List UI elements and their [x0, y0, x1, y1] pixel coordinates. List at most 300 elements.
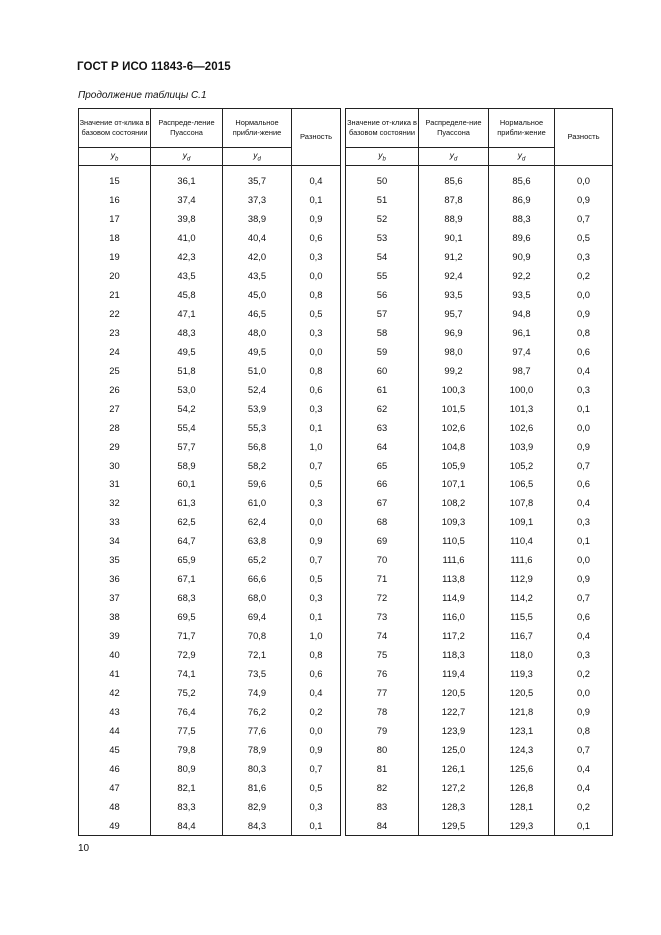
table-row — [346, 304, 613, 323]
cell-response: 30 — [79, 456, 151, 475]
cell-difference: 0,6 — [292, 228, 341, 247]
cell-poisson: 120,5 — [419, 683, 489, 702]
cell-normal: 56,8 — [223, 437, 292, 456]
table-row — [346, 740, 613, 759]
cell-normal: 52,4 — [223, 380, 292, 399]
table-row — [346, 323, 613, 342]
cell-poisson: 107,1 — [419, 475, 489, 494]
table-row — [346, 569, 613, 588]
cell-normal: 68,0 — [223, 588, 292, 607]
cell-response: 72 — [346, 588, 419, 607]
table-row — [79, 418, 341, 437]
cell-normal: 86,9 — [489, 190, 555, 209]
cell-difference: 0,4 — [555, 493, 613, 512]
cell-poisson: 61,3 — [151, 493, 223, 512]
cell-poisson: 71,7 — [151, 626, 223, 645]
header-normal: Нормальное прибли-жение — [489, 109, 555, 148]
table-row — [79, 493, 341, 512]
table-row — [346, 626, 613, 645]
cell-response: 41 — [79, 664, 151, 683]
table-row — [79, 209, 341, 228]
table-right-body — [346, 171, 613, 836]
cell-difference: 0,6 — [555, 607, 613, 626]
cell-difference: 0,6 — [292, 380, 341, 399]
cell-poisson: 62,5 — [151, 512, 223, 531]
cell-normal: 63,8 — [223, 531, 292, 550]
table-row — [79, 740, 341, 759]
header-response: Значение от-клика в базовом состоянии — [79, 109, 151, 148]
symbol-yd: $y_d$ — [489, 148, 555, 166]
table-row — [79, 683, 341, 702]
cell-normal: 53,9 — [223, 399, 292, 418]
cell-response: 34 — [79, 531, 151, 550]
cell-difference: 0,9 — [292, 209, 341, 228]
header-poisson: Распреде-ление Пуассона — [151, 109, 223, 148]
cell-poisson: 72,9 — [151, 645, 223, 664]
cell-response: 82 — [346, 778, 419, 797]
cell-response: 39 — [79, 626, 151, 645]
cell-response: 31 — [79, 475, 151, 494]
header-response: Значение от-клика в базовом состоянии — [346, 109, 419, 148]
cell-normal: 110,4 — [489, 531, 555, 550]
cell-poisson: 51,8 — [151, 361, 223, 380]
cell-normal: 81,6 — [223, 778, 292, 797]
cell-difference: 0,8 — [292, 361, 341, 380]
cell-normal: 98,7 — [489, 361, 555, 380]
cell-difference: 0,8 — [292, 285, 341, 304]
cell-poisson: 57,7 — [151, 437, 223, 456]
cell-poisson: 105,9 — [419, 456, 489, 475]
table-row — [346, 531, 613, 550]
cell-difference: 0,8 — [555, 323, 613, 342]
table-row — [79, 550, 341, 569]
cell-poisson: 39,8 — [151, 209, 223, 228]
cell-normal: 93,5 — [489, 285, 555, 304]
table-row — [346, 228, 613, 247]
cell-difference: 0,3 — [292, 588, 341, 607]
cell-normal: 97,4 — [489, 342, 555, 361]
table-row — [79, 588, 341, 607]
table-row — [79, 816, 341, 836]
cell-response: 19 — [79, 247, 151, 266]
cell-normal: 72,1 — [223, 645, 292, 664]
table-row — [79, 456, 341, 475]
cell-difference: 1,0 — [292, 626, 341, 645]
cell-normal: 42,0 — [223, 247, 292, 266]
cell-difference: 0,8 — [292, 645, 341, 664]
cell-difference: 0,4 — [555, 361, 613, 380]
table-row — [79, 437, 341, 456]
table-row — [346, 664, 613, 683]
cell-poisson: 108,2 — [419, 493, 489, 512]
cell-poisson: 87,8 — [419, 190, 489, 209]
table-row — [346, 816, 613, 836]
cell-normal: 74,9 — [223, 683, 292, 702]
cell-normal: 69,4 — [223, 607, 292, 626]
table-row — [79, 323, 341, 342]
cell-response: 16 — [79, 190, 151, 209]
table-row — [346, 399, 613, 418]
cell-poisson: 128,3 — [419, 797, 489, 816]
table-row — [346, 171, 613, 190]
symbol-yd: $y_d$ — [151, 148, 223, 166]
cell-difference: 0,1 — [292, 190, 341, 209]
cell-normal: 51,0 — [223, 361, 292, 380]
cell-response: 70 — [346, 550, 419, 569]
cell-response: 60 — [346, 361, 419, 380]
cell-poisson: 129,5 — [419, 816, 489, 836]
cell-difference: 0,8 — [555, 721, 613, 740]
cell-response: 79 — [346, 721, 419, 740]
cell-normal: 78,9 — [223, 740, 292, 759]
header-poisson: Распределе-ние Пуассона — [419, 109, 489, 148]
cell-response: 22 — [79, 304, 151, 323]
header-normal: Нормальное прибли-жение — [223, 109, 292, 148]
cell-poisson: 102,6 — [419, 418, 489, 437]
table-right — [345, 108, 613, 836]
cell-normal: 92,2 — [489, 266, 555, 285]
header-difference: Разность — [292, 109, 341, 166]
cell-response: 68 — [346, 512, 419, 531]
cell-normal: 40,4 — [223, 228, 292, 247]
table-row — [346, 285, 613, 304]
cell-difference: 0,0 — [555, 550, 613, 569]
cell-difference: 0,3 — [292, 247, 341, 266]
cell-poisson: 60,1 — [151, 475, 223, 494]
table-left-half — [78, 108, 340, 836]
cell-poisson: 47,1 — [151, 304, 223, 323]
cell-poisson: 113,8 — [419, 569, 489, 588]
table-row — [79, 285, 341, 304]
cell-poisson: 65,9 — [151, 550, 223, 569]
data-table-container — [78, 108, 612, 836]
cell-normal: 107,8 — [489, 493, 555, 512]
cell-response: 29 — [79, 437, 151, 456]
document-title: ГОСТ Р ИСО 11843-6—2015 — [77, 61, 231, 73]
cell-poisson: 82,1 — [151, 778, 223, 797]
table-row — [79, 342, 341, 361]
cell-poisson: 37,4 — [151, 190, 223, 209]
cell-poisson: 93,5 — [419, 285, 489, 304]
cell-response: 40 — [79, 645, 151, 664]
cell-normal: 48,0 — [223, 323, 292, 342]
cell-normal: 61,0 — [223, 493, 292, 512]
table-row — [79, 266, 341, 285]
cell-poisson: 96,9 — [419, 323, 489, 342]
cell-difference: 0,5 — [292, 569, 341, 588]
cell-response: 23 — [79, 323, 151, 342]
cell-response: 25 — [79, 361, 151, 380]
cell-response: 73 — [346, 607, 419, 626]
table-row — [346, 342, 613, 361]
symbol-yb: $y_b$ — [79, 148, 151, 166]
cell-response: 45 — [79, 740, 151, 759]
cell-poisson: 127,2 — [419, 778, 489, 797]
cell-difference: 0,4 — [555, 626, 613, 645]
cell-difference: 0,3 — [292, 399, 341, 418]
cell-poisson: 125,0 — [419, 740, 489, 759]
cell-difference: 0,7 — [555, 588, 613, 607]
cell-normal: 43,5 — [223, 266, 292, 285]
table-row — [346, 190, 613, 209]
cell-difference: 0,9 — [292, 740, 341, 759]
cell-poisson: 91,2 — [419, 247, 489, 266]
cell-normal: 115,5 — [489, 607, 555, 626]
table-row — [346, 380, 613, 399]
cell-response: 47 — [79, 778, 151, 797]
table-row — [79, 512, 341, 531]
cell-normal: 89,6 — [489, 228, 555, 247]
cell-response: 56 — [346, 285, 419, 304]
cell-difference: 0,0 — [292, 512, 341, 531]
cell-response: 64 — [346, 437, 419, 456]
cell-poisson: 49,5 — [151, 342, 223, 361]
table-row — [79, 797, 341, 816]
cell-poisson: 75,2 — [151, 683, 223, 702]
cell-poisson: 45,8 — [151, 285, 223, 304]
table-row — [79, 721, 341, 740]
cell-response: 71 — [346, 569, 419, 588]
cell-normal: 120,5 — [489, 683, 555, 702]
cell-difference: 0,6 — [555, 475, 613, 494]
cell-normal: 121,8 — [489, 702, 555, 721]
cell-difference: 0,7 — [292, 759, 341, 778]
cell-normal: 116,7 — [489, 626, 555, 645]
cell-difference: 0,0 — [555, 171, 613, 190]
table-row — [346, 702, 613, 721]
cell-difference: 0,3 — [555, 645, 613, 664]
table-row — [346, 266, 613, 285]
cell-poisson: 109,3 — [419, 512, 489, 531]
table-row — [346, 361, 613, 380]
cell-difference: 0,1 — [292, 418, 341, 437]
cell-response: 84 — [346, 816, 419, 836]
cell-poisson: 116,0 — [419, 607, 489, 626]
cell-response: 18 — [79, 228, 151, 247]
table-row — [346, 607, 613, 626]
cell-response: 65 — [346, 456, 419, 475]
cell-poisson: 98,0 — [419, 342, 489, 361]
cell-normal: 105,2 — [489, 456, 555, 475]
cell-poisson: 41,0 — [151, 228, 223, 247]
cell-response: 80 — [346, 740, 419, 759]
page-number: 10 — [78, 843, 90, 854]
cell-response: 63 — [346, 418, 419, 437]
cell-response: 78 — [346, 702, 419, 721]
cell-normal: 58,2 — [223, 456, 292, 475]
cell-poisson: 99,2 — [419, 361, 489, 380]
table-row — [79, 304, 341, 323]
cell-difference: 0,3 — [292, 323, 341, 342]
cell-difference: 0,0 — [292, 721, 341, 740]
cell-normal: 55,3 — [223, 418, 292, 437]
cell-normal: 94,8 — [489, 304, 555, 323]
table-row — [346, 797, 613, 816]
table-left — [78, 108, 341, 836]
cell-response: 83 — [346, 797, 419, 816]
cell-difference: 0,9 — [555, 437, 613, 456]
table-row — [79, 190, 341, 209]
table-row — [346, 778, 613, 797]
cell-normal: 106,5 — [489, 475, 555, 494]
cell-response: 51 — [346, 190, 419, 209]
table-row — [79, 645, 341, 664]
cell-difference: 0,0 — [292, 266, 341, 285]
cell-poisson: 118,3 — [419, 645, 489, 664]
table-row — [346, 588, 613, 607]
cell-normal: 84,3 — [223, 816, 292, 836]
cell-difference: 1,0 — [292, 437, 341, 456]
table-row — [346, 209, 613, 228]
table-row — [79, 380, 341, 399]
cell-response: 32 — [79, 493, 151, 512]
cell-poisson: 83,3 — [151, 797, 223, 816]
table-row — [79, 569, 341, 588]
cell-response: 21 — [79, 285, 151, 304]
cell-poisson: 79,8 — [151, 740, 223, 759]
cell-response: 69 — [346, 531, 419, 550]
cell-response: 27 — [79, 399, 151, 418]
cell-normal: 66,6 — [223, 569, 292, 588]
cell-difference: 0,5 — [292, 304, 341, 323]
cell-response: 37 — [79, 588, 151, 607]
table-row — [346, 721, 613, 740]
cell-response: 77 — [346, 683, 419, 702]
cell-difference: 0,4 — [555, 778, 613, 797]
table-row — [79, 399, 341, 418]
cell-normal: 112,9 — [489, 569, 555, 588]
cell-difference: 0,9 — [555, 569, 613, 588]
table-row — [79, 531, 341, 550]
table-row — [346, 512, 613, 531]
table-row — [346, 493, 613, 512]
cell-difference: 0,3 — [555, 247, 613, 266]
cell-response: 17 — [79, 209, 151, 228]
table-left-body — [79, 171, 341, 836]
table-row — [346, 418, 613, 437]
table-row — [346, 683, 613, 702]
cell-difference: 0,0 — [555, 683, 613, 702]
symbol-yd: $y_d$ — [223, 148, 292, 166]
cell-normal: 125,6 — [489, 759, 555, 778]
table-row — [346, 759, 613, 778]
cell-response: 48 — [79, 797, 151, 816]
cell-difference: 0,9 — [555, 702, 613, 721]
cell-difference: 0,3 — [292, 493, 341, 512]
cell-difference: 0,4 — [555, 759, 613, 778]
cell-poisson: 92,4 — [419, 266, 489, 285]
cell-difference: 0,1 — [555, 531, 613, 550]
cell-response: 46 — [79, 759, 151, 778]
cell-normal: 109,1 — [489, 512, 555, 531]
table-row — [346, 456, 613, 475]
cell-difference: 0,5 — [555, 228, 613, 247]
cell-difference: 0,9 — [292, 531, 341, 550]
cell-normal: 65,2 — [223, 550, 292, 569]
cell-difference: 0,4 — [292, 683, 341, 702]
cell-poisson: 58,9 — [151, 456, 223, 475]
cell-difference: 0,2 — [555, 664, 613, 683]
table-row — [346, 475, 613, 494]
table-row — [79, 361, 341, 380]
cell-normal: 129,3 — [489, 816, 555, 836]
cell-normal: 70,8 — [223, 626, 292, 645]
cell-poisson: 74,1 — [151, 664, 223, 683]
cell-poisson: 123,9 — [419, 721, 489, 740]
symbol-yd: $y_d$ — [419, 148, 489, 166]
cell-difference: 0,1 — [555, 399, 613, 418]
cell-normal: 80,3 — [223, 759, 292, 778]
header-difference: Разность — [555, 109, 613, 166]
cell-difference: 0,2 — [555, 266, 613, 285]
cell-normal: 124,3 — [489, 740, 555, 759]
cell-poisson: 76,4 — [151, 702, 223, 721]
cell-poisson: 95,7 — [419, 304, 489, 323]
cell-response: 62 — [346, 399, 419, 418]
cell-normal: 88,3 — [489, 209, 555, 228]
cell-response: 75 — [346, 645, 419, 664]
table-row — [79, 607, 341, 626]
cell-poisson: 80,9 — [151, 759, 223, 778]
cell-poisson: 88,9 — [419, 209, 489, 228]
cell-normal: 73,5 — [223, 664, 292, 683]
cell-response: 15 — [79, 171, 151, 190]
table-right-half — [345, 108, 612, 836]
cell-difference: 0,4 — [292, 171, 341, 190]
cell-poisson: 69,5 — [151, 607, 223, 626]
cell-poisson: 43,5 — [151, 266, 223, 285]
table-row — [79, 626, 341, 645]
cell-difference: 0,6 — [555, 342, 613, 361]
cell-response: 53 — [346, 228, 419, 247]
cell-response: 74 — [346, 626, 419, 645]
cell-response: 52 — [346, 209, 419, 228]
cell-difference: 0,7 — [555, 740, 613, 759]
cell-normal: 123,1 — [489, 721, 555, 740]
cell-poisson: 101,5 — [419, 399, 489, 418]
cell-poisson: 117,2 — [419, 626, 489, 645]
cell-response: 49 — [79, 816, 151, 836]
cell-difference: 0,9 — [555, 304, 613, 323]
cell-poisson: 64,7 — [151, 531, 223, 550]
cell-poisson: 36,1 — [151, 171, 223, 190]
cell-response: 81 — [346, 759, 419, 778]
cell-normal: 45,0 — [223, 285, 292, 304]
cell-normal: 76,2 — [223, 702, 292, 721]
cell-difference: 0,1 — [292, 607, 341, 626]
cell-poisson: 104,8 — [419, 437, 489, 456]
cell-response: 55 — [346, 266, 419, 285]
cell-normal: 37,3 — [223, 190, 292, 209]
cell-poisson: 111,6 — [419, 550, 489, 569]
cell-normal: 100,0 — [489, 380, 555, 399]
cell-response: 76 — [346, 664, 419, 683]
cell-difference: 0,0 — [555, 285, 613, 304]
cell-response: 24 — [79, 342, 151, 361]
cell-response: 26 — [79, 380, 151, 399]
table-row — [79, 228, 341, 247]
cell-poisson: 90,1 — [419, 228, 489, 247]
cell-difference: 0,0 — [292, 342, 341, 361]
cell-normal: 90,9 — [489, 247, 555, 266]
table-row — [79, 702, 341, 721]
cell-normal: 62,4 — [223, 512, 292, 531]
cell-poisson: 85,6 — [419, 171, 489, 190]
cell-difference: 0,5 — [292, 475, 341, 494]
cell-poisson: 100,3 — [419, 380, 489, 399]
cell-normal: 103,9 — [489, 437, 555, 456]
cell-poisson: 48,3 — [151, 323, 223, 342]
